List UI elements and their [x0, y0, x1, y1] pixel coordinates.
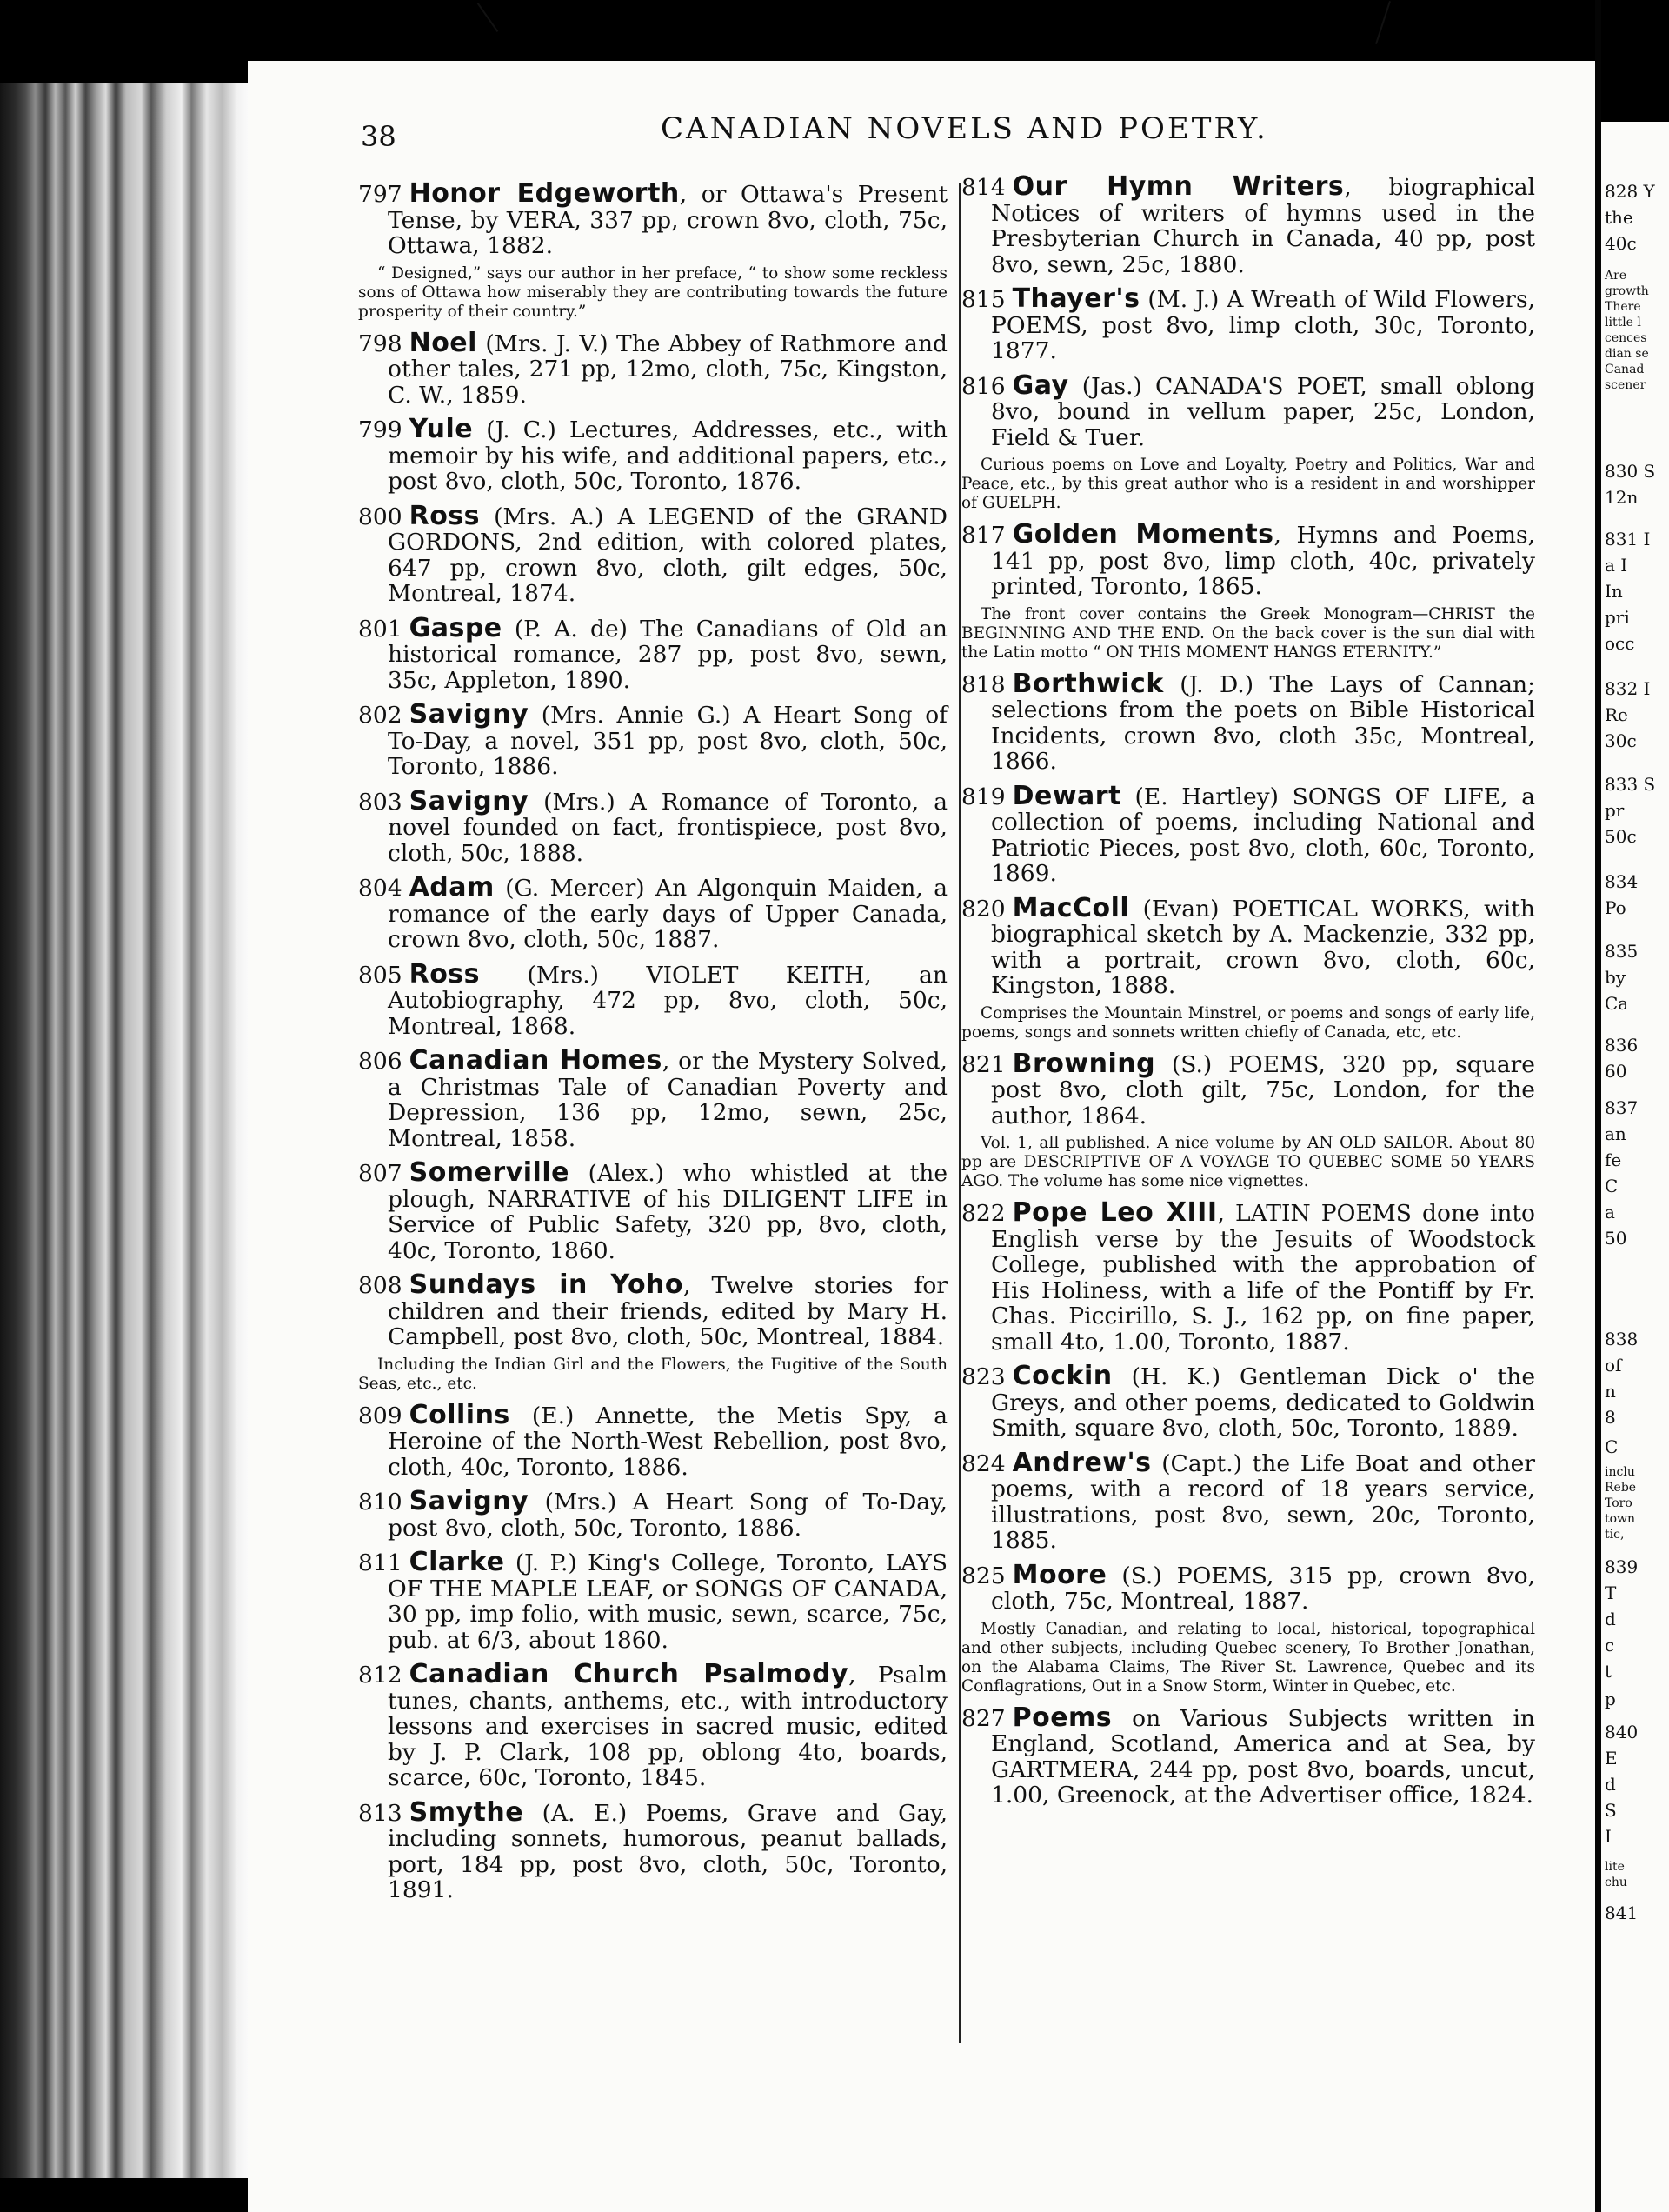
entry-number: 810	[358, 1489, 402, 1516]
facing-page-text-fragment: c	[1605, 1635, 1615, 1656]
facing-page-text-fragment: n	[1605, 1381, 1616, 1402]
facing-page-text-fragment: Are	[1605, 269, 1627, 283]
entry-description: (H. K.) Gentleman Dick o' the Greys, and other poems, dedicated to Goldwin Smith, square 8vo, cloth, 50c, Toronto, 1889.	[991, 1363, 1535, 1442]
facing-page-fragment	[1601, 122, 1669, 2212]
entry-headword: Pope Leo XIII	[1012, 1197, 1218, 1228]
entry-description: (Evan) POETICAL WORKS, with biographical sketch by A. Mackenzie, 332 pp, with a portrait, crown 8vo, cloth, 60c, Kingston, 1888.	[991, 895, 1535, 999]
entry-description: (J. D.) The Lays of Cannan; selections from the poets on Bible Historical Incidents, crown 8vo, cloth 35c, Montreal, 1866.	[991, 670, 1535, 775]
entry-number: 823	[961, 1363, 1006, 1390]
entry-headword: Honor Edgeworth	[409, 178, 680, 209]
entry-description: , or Ottawa's Present Tense, by VERA, 337 pp, crown 8vo, cloth, 75c, Ottawa, 1882.	[388, 181, 948, 259]
facing-page-text-fragment: 8	[1605, 1407, 1616, 1428]
facing-page-text-fragment: 839	[1605, 1556, 1639, 1577]
entry-number: 808	[358, 1272, 402, 1299]
entry-headword: Savigny	[409, 785, 529, 816]
facing-page-text-fragment: lite	[1605, 1860, 1625, 1874]
right-column	[961, 171, 1535, 1817]
facing-page-text-fragment: growth	[1605, 284, 1649, 298]
facing-page-text-fragment: 840	[1605, 1722, 1639, 1742]
entry-headword: Sundays in Yoho	[409, 1269, 684, 1300]
entry-description: (G. Mercer) An Algonquin Maiden, a romance of the early days of Upper Canada, crown 8vo, cloth, 50c, 1887.	[388, 875, 948, 953]
facing-page-text-fragment: 831 I	[1605, 529, 1651, 550]
catalogue-entry	[358, 1269, 948, 1350]
entry-description: (Mrs. A.) A LEGEND of the GRAND GORDONS, 2nd edition, with colored plates, 647 pp, crown 8vo, cloth, gilt edges, 50c, Montreal, 1874.	[388, 503, 948, 607]
entry-headword: Golden Moments	[1012, 519, 1274, 550]
entry-note: Vol. 1, all published. A nice volume by AN OLD SAILOR. About 80 pp are DESCRIPTIVE OF A VOYAGE TO QUEBEC SOME 50 YEARS AGO. The volume has some nice vignettes.	[961, 1134, 1535, 1190]
facing-page-text-fragment: cences	[1605, 331, 1647, 345]
entry-number: 817	[961, 522, 1006, 549]
facing-page-text-fragment: 60	[1605, 1061, 1627, 1082]
facing-page-text-fragment: C	[1605, 1176, 1619, 1196]
facing-page-text-fragment: occ	[1605, 633, 1635, 654]
entry-headword: Yule	[409, 414, 474, 444]
entry-description: (Mrs.) VIOLET KEITH, an Autobiography, 472 pp, 8vo, cloth, 50c, Montreal, 1868.	[388, 961, 948, 1040]
entry-headword: Collins	[409, 1399, 510, 1430]
entry-description: , Hymns and Poems, 141 pp, post 8vo, limp cloth, 40c, privately printed, Toronto, 1865.	[991, 522, 1535, 600]
facing-page-text-fragment: Canad	[1605, 363, 1645, 376]
entry-headword: Andrew's	[1012, 1447, 1152, 1478]
entry-number: 822	[961, 1200, 1006, 1227]
facing-page-text-fragment: the	[1605, 207, 1633, 228]
entry-headword: Poems	[1012, 1702, 1113, 1733]
entry-headword: Cockin	[1012, 1361, 1113, 1391]
catalogue-entry	[358, 1486, 948, 1542]
entry-description: (J. C.) Lectures, Addresses, etc., with memoir by his wife, and additional papers, etc., post 8vo, cloth, 50c, Toronto, 1876.	[388, 416, 948, 495]
entry-description: on Various Subjects written in England, Scotland, America and at Sea, by GARTMERA, 244 pp, post 8vo, boards, uncut, 1.00, Greenock, at the Advertiser office, 1824.	[991, 1704, 1535, 1809]
catalogue-entry	[961, 1363, 1535, 1442]
facing-page-text-fragment: 828 Y	[1605, 181, 1655, 202]
facing-page-text-fragment: chu	[1605, 1876, 1627, 1889]
catalogue-entry	[961, 1447, 1535, 1554]
facing-page-text-fragment: a I	[1605, 555, 1628, 576]
entry-description: (Mrs. Annie G.) A Heart Song of To-Day, a novel, 351 pp, post 8vo, cloth, 50c, Toronto, 1886.	[388, 702, 948, 780]
facing-page-text-fragment: Ca	[1605, 993, 1629, 1014]
entry-note: Including the Indian Girl and the Flowers, the Fugitive of the South Seas, etc., etc.	[358, 1355, 948, 1393]
facing-page-text-fragment: d	[1605, 1609, 1616, 1629]
book-page-edges	[0, 83, 252, 2178]
entry-headword: Ross	[409, 500, 481, 531]
entry-headword: Borthwick	[1012, 668, 1164, 699]
entry-description: (M. J.) A Wreath of Wild Flowers, POEMS, post 8vo, limp cloth, 30c, Toronto, 1877.	[991, 286, 1535, 364]
facing-page-text-fragment: 833 S	[1605, 774, 1656, 795]
facing-page-text-fragment: Rebe	[1605, 1481, 1637, 1495]
entry-headword: Canadian Homes	[409, 1045, 662, 1076]
facing-page-text-fragment: 834	[1605, 871, 1639, 892]
facing-page-text-fragment: 12n	[1605, 487, 1639, 508]
facing-page-text-fragment: little l	[1605, 316, 1641, 330]
facing-page-text-fragment: 837	[1605, 1097, 1639, 1118]
entry-description: (Mrs.) A Romance of Toronto, a novel founded on fact, frontispiece, post 8vo, cloth, 50c, 1888.	[388, 788, 948, 867]
entry-headword: Canadian Church Psalmody	[409, 1659, 849, 1689]
facing-page-text-fragment: by	[1605, 967, 1626, 988]
entry-headword: Savigny	[409, 1486, 529, 1516]
catalogue-entry	[358, 1796, 948, 1903]
facing-page-text-fragment: 841	[1605, 1902, 1639, 1923]
catalogue-entry	[961, 171, 1535, 278]
entry-number: 799	[358, 416, 402, 443]
pen-mark	[477, 3, 499, 32]
entry-number: 800	[358, 503, 402, 530]
entry-headword: Moore	[1012, 1559, 1107, 1590]
entry-description: (Mrs. J. V.) The Abbey of Rathmore and other tales, 271 pp, 12mo, cloth, 75c, Kingston, C. W., 1859.	[388, 330, 948, 409]
catalogue-entry	[358, 500, 948, 607]
entry-number: 806	[358, 1048, 402, 1075]
entry-number: 818	[961, 670, 1006, 698]
entry-headword: Adam	[409, 872, 495, 903]
facing-page-text-fragment: dian se	[1605, 347, 1649, 361]
entry-number: 809	[358, 1402, 402, 1429]
entry-number: 807	[358, 1160, 402, 1187]
catalogue-entry	[961, 892, 1535, 999]
entry-number: 802	[358, 702, 402, 729]
facing-page-text-fragment: of	[1605, 1355, 1622, 1376]
entry-description: , Psalm tunes, chants, anthems, etc., with introductory lessons and exercises in sacred music, edited by J. P. Clark, 108 pp, oblong 4to, boards, scarce, 60c, Toronto, 1845.	[388, 1662, 948, 1791]
entry-note: Mostly Canadian, and relating to local, historical, topographical and other subjects, including Quebec scenery, To Brother Jonathan, on the Alabama Claims, The River St. Lawrence, Quebec and its Conflagrations, Out in a Snow Storm, Winter in Quebec, etc.	[961, 1619, 1535, 1696]
entry-headword: Dewart	[1012, 780, 1121, 811]
entry-description: , LATIN POEMS done into English verse by the Jesuits of Woodstock College, published with the approbation of His Holiness, with a life of the Pontiff by Fr. Chas. Piccirillo, S. J., 162 pp, on fine paper, small 4to, 1.00, Toronto, 1887.	[991, 1200, 1535, 1356]
facing-page-text-fragment: tic,	[1605, 1528, 1625, 1542]
facing-page-text-fragment: town	[1605, 1512, 1636, 1526]
entry-description: (P. A. de) The Canadians of Old an historical romance, 287 pp, post 8vo, sewn, 35c, Appleton, 1890.	[388, 615, 948, 694]
facing-page-text-fragment: T	[1605, 1582, 1617, 1603]
entry-number: 825	[961, 1562, 1006, 1589]
catalogue-entry	[358, 872, 948, 953]
entry-note: “ Designed,” says our author in her preface, “ to show some reckless sons of Ottawa how miserably they are contributing towards the future prosperity of their country.”	[358, 263, 948, 321]
facing-page-text-fragment: C	[1605, 1436, 1619, 1457]
facing-page-text-fragment: pri	[1605, 607, 1630, 628]
catalogue-entry	[358, 1045, 948, 1152]
catalogue-entry	[961, 519, 1535, 600]
entry-headword: Somerville	[409, 1157, 569, 1188]
entry-number: 824	[961, 1449, 1006, 1477]
entry-description: (A. E.) Poems, Grave and Gay, including sonnets, humorous, peanut ballads, port, 184 pp, post 8vo, cloth, 50c, Toronto, 1891.	[388, 1799, 948, 1903]
entry-note: Curious poems on Love and Loyalty, Poetry and Politics, War and Peace, etc., by this great author who is a resident in and worshipper of GUELPH.	[961, 456, 1535, 512]
entry-number: 801	[358, 615, 402, 643]
facing-page-text-fragment: d	[1605, 1774, 1616, 1795]
entry-number: 804	[358, 875, 402, 902]
facing-page-text-fragment: Toro	[1605, 1496, 1632, 1510]
catalogue-entry	[961, 1702, 1535, 1809]
entry-number: 805	[358, 961, 402, 989]
facing-page-text-fragment: Re	[1605, 704, 1628, 725]
entry-headword: Ross	[409, 958, 481, 989]
entry-description: (E.) Annette, the Metis Spy, a Heroine of the North-West Rebellion, post 8vo, cloth, 40c, Toronto, 1886.	[388, 1402, 948, 1481]
entry-number: 819	[961, 783, 1006, 810]
entry-note: Comprises the Mountain Minstrel, or poems and songs of early life, poems, songs and sonnets written chiefly of Canada, etc, etc.	[961, 1003, 1535, 1042]
catalogue-entry	[358, 416, 948, 495]
left-column	[358, 178, 948, 1912]
facing-page-text-fragment: fe	[1605, 1149, 1622, 1170]
entry-description: , biographical Notices of writers of hymns used in the Presbyterian Church in Canada, 40 pp, post 8vo, sewn, 25c, 1880.	[991, 174, 1535, 278]
catalogue-entry	[961, 1559, 1535, 1615]
entry-description: (S.) POEMS, 315 pp, crown 8vo, cloth, 75c, Montreal, 1887.	[991, 1562, 1535, 1615]
book-gutter	[1595, 0, 1601, 2212]
catalogue-entry	[961, 370, 1535, 451]
facing-page-text-fragment: scener	[1605, 378, 1646, 392]
catalogue-entry	[358, 785, 948, 867]
facing-page-text-fragment: 830 S	[1605, 461, 1656, 482]
entry-headword: Our Hymn Writers	[1012, 171, 1345, 202]
facing-page-text-fragment: 835	[1605, 941, 1639, 962]
facing-page-text-fragment: Po	[1605, 897, 1626, 918]
entry-note: The front cover contains the Greek Monogram—CHRIST the BEGINNING AND THE END. On the back cover is the sun dial with the Latin motto “ ON THIS MOMENT HANGS ETERNITY.”	[961, 604, 1535, 662]
entry-number: 816	[961, 372, 1006, 400]
entry-number: 821	[961, 1050, 1006, 1078]
entry-description: , or the Mystery Solved, a Christmas Tale of Canadian Poverty and Depression, 136 pp, 12mo, sewn, 25c, Montreal, 1858.	[388, 1048, 948, 1152]
catalogue-entry	[358, 178, 948, 259]
catalogue-entry	[961, 1048, 1535, 1129]
entry-number: 815	[961, 286, 1006, 313]
catalogue-entry	[358, 1399, 948, 1481]
facing-page-text-fragment: a	[1605, 1202, 1615, 1223]
entry-description: (J. P.) King's College, Toronto, LAYS OF THE MAPLE LEAF, or SONGS OF CANADA, 30 pp, imp folio, with music, sewn, scarce, 75c, pub. at 6/3, about 1860.	[388, 1549, 948, 1654]
catalogue-entry	[961, 283, 1535, 364]
entry-number: 814	[961, 174, 1006, 201]
catalogue-entry	[358, 699, 948, 780]
entry-description: (Jas.) CANADA'S POET, small oblong 8vo, bound in vellum paper, 25c, London, Field & Tuer.	[991, 372, 1535, 451]
entry-headword: Thayer's	[1012, 283, 1140, 314]
entry-number: 827	[961, 1704, 1006, 1732]
entry-headword: Gay	[1012, 370, 1069, 401]
facing-page-text-fragment: There	[1605, 300, 1641, 314]
facing-page-text-fragment: E	[1605, 1748, 1618, 1769]
entry-description: (Capt.) the Life Boat and other poems, with a record of 18 years service, illustrations, post 8vo, sewn, 20c, Toronto, 1885.	[991, 1449, 1535, 1554]
catalogue-entry	[358, 1549, 948, 1653]
entry-number: 812	[358, 1662, 402, 1689]
entry-number: 797	[358, 181, 402, 208]
entry-headword: Clarke	[409, 1547, 505, 1577]
catalogue-entry	[961, 668, 1535, 775]
page-number: 38	[361, 120, 396, 153]
catalogue-entry	[358, 612, 948, 694]
catalogue-entry	[961, 780, 1535, 887]
facing-page-text-fragment: 40c	[1605, 233, 1637, 254]
catalogue-entry	[961, 1197, 1535, 1356]
entry-number: 803	[358, 788, 402, 816]
entry-headword: MacColl	[1012, 892, 1130, 923]
entry-description: (Alex.) who whistled at the plough, NARRATIVE of his DILIGENT LIFE in Service of Public Safety, 320 pp, 8vo, cloth, 40c, Toronto, 1860.	[388, 1160, 948, 1264]
facing-page-text-fragment: an	[1605, 1123, 1626, 1144]
facing-page-text-fragment: t	[1605, 1661, 1612, 1682]
running-head: CANADIAN NOVELS AND POETRY.	[661, 111, 1268, 146]
catalogue-entry	[358, 327, 948, 409]
column-rule	[959, 183, 961, 2043]
entry-description: (E. Hartley) SONGS OF LIFE, a collection of poems, including National and Patriotic Pieces, post 8vo, cloth, 60c, Toronto, 1869.	[991, 783, 1535, 887]
facing-page-text-fragment: pr	[1605, 800, 1625, 821]
facing-page-text-fragment: 50c	[1605, 826, 1637, 847]
facing-page-text-fragment: p	[1605, 1689, 1616, 1709]
entry-headword: Smythe	[409, 1796, 524, 1828]
facing-page-text-fragment: inclu	[1605, 1465, 1635, 1479]
entry-description: , Twelve stories for children and their friends, edited by Mary H. Campbell, post 8vo, cloth, 50c, Montreal, 1884.	[388, 1272, 948, 1350]
facing-page-text-fragment: 50	[1605, 1228, 1627, 1249]
facing-page-text-fragment: 30c	[1605, 730, 1637, 751]
facing-page-text-fragment: 838	[1605, 1329, 1639, 1349]
entry-number: 820	[961, 895, 1006, 923]
entry-headword: Browning	[1012, 1048, 1156, 1079]
facing-page-text-fragment: I	[1605, 1826, 1612, 1847]
entry-number: 813	[358, 1799, 402, 1827]
facing-page-text-fragment: 836	[1605, 1035, 1639, 1056]
catalogue-entry	[358, 1659, 948, 1791]
entry-description: (S.) POEMS, 320 pp, square post 8vo, cloth gilt, 75c, London, for the author, 1864.	[991, 1050, 1535, 1129]
facing-page-text-fragment: S	[1605, 1800, 1617, 1821]
entry-headword: Gaspe	[409, 612, 502, 643]
facing-page-text-fragment: 832 I	[1605, 678, 1651, 699]
entry-headword: Noel	[409, 327, 477, 358]
entry-headword: Savigny	[409, 699, 529, 730]
facing-page-text-fragment: In	[1605, 581, 1623, 602]
entry-description: (Mrs.) A Heart Song of To-Day, post 8vo, cloth, 50c, Toronto, 1886.	[388, 1489, 948, 1542]
entry-number: 811	[358, 1549, 402, 1576]
catalogue-entry	[358, 958, 948, 1040]
catalogue-entry	[358, 1157, 948, 1264]
entry-number: 798	[358, 330, 402, 357]
pen-mark	[1375, 1, 1391, 44]
